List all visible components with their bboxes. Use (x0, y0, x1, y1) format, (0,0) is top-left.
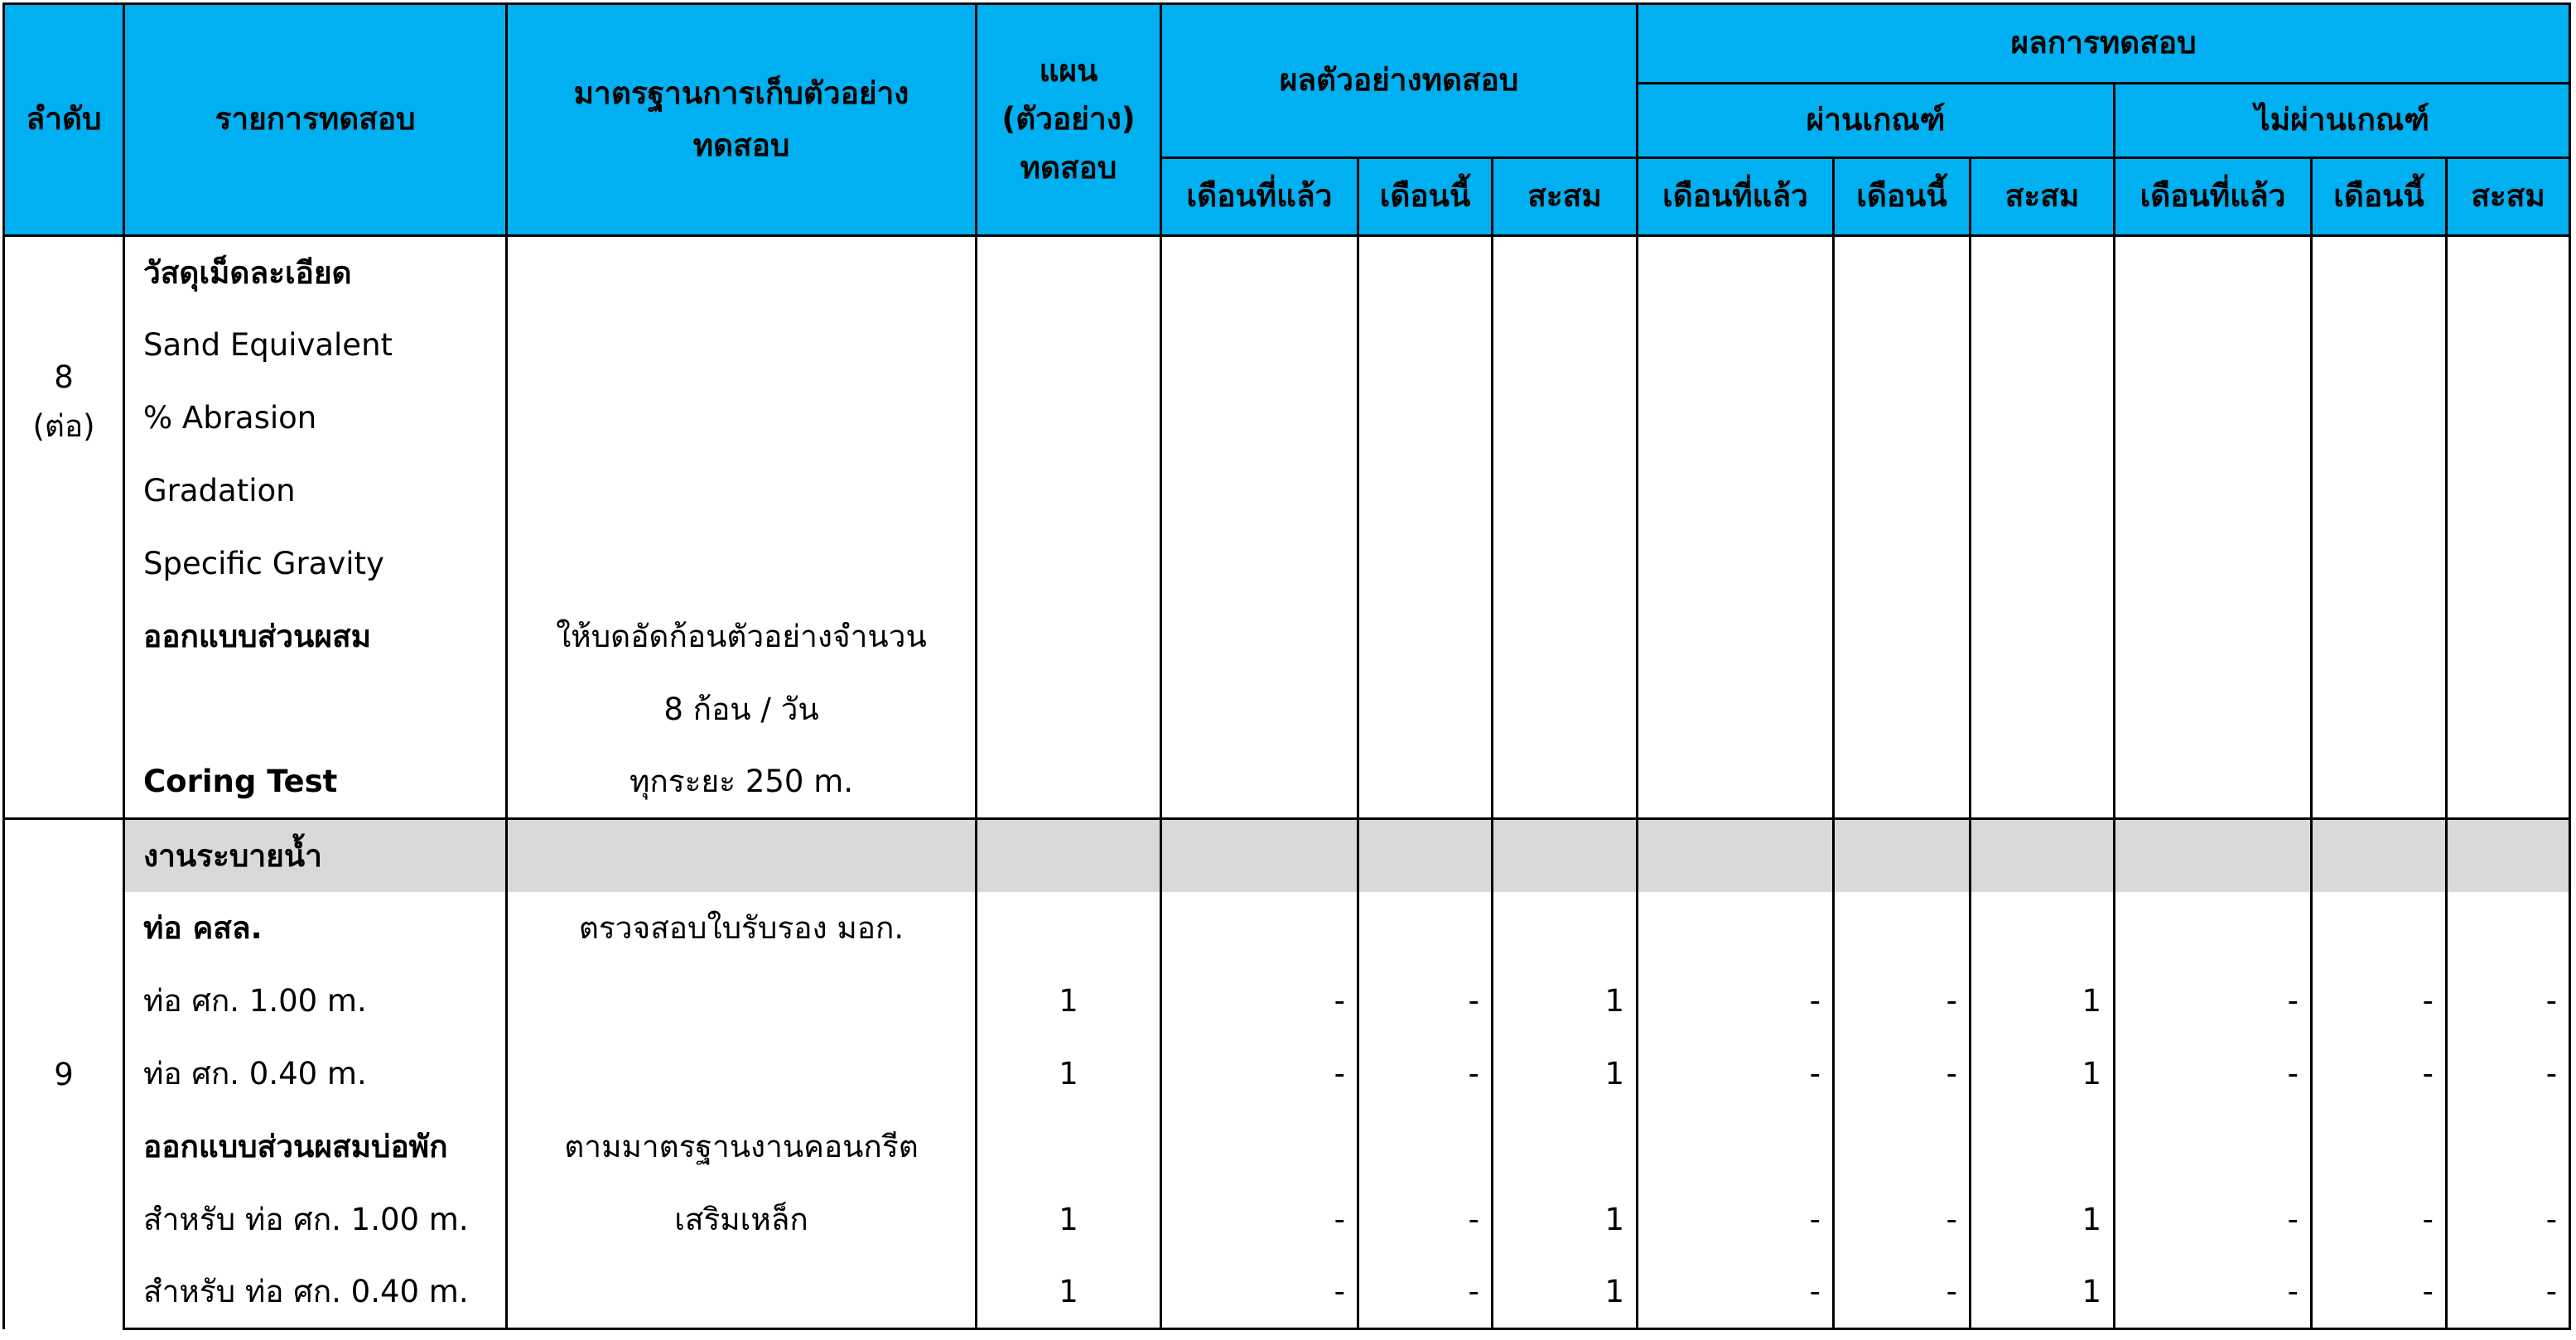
item-name: สำหรับ ท่อ ศก. 1.00 m. (124, 1183, 507, 1256)
header-sample-results: ผลตัวอย่างทดสอบ (1161, 4, 1638, 158)
item-name: ท่อ ศก. 0.40 m. (124, 1038, 507, 1111)
fail-cum-value (2447, 1111, 2570, 1183)
sample-prev-cell (1161, 236, 1358, 309)
table-row (4, 600, 2570, 673)
sample-cum-cell (1493, 455, 1638, 528)
row-number: 9 (4, 819, 124, 1329)
fail-cum-cell (2447, 528, 2570, 600)
pass-this-value: - (1834, 1256, 1971, 1329)
item-name: Coring Test (124, 746, 507, 819)
pass-prev-value: - (1638, 965, 1834, 1038)
pass-this-value: - (1834, 1038, 1971, 1111)
pass-cum-cell (1971, 746, 2115, 819)
pass-prev-value (1638, 819, 1834, 892)
standard-text (507, 1256, 977, 1329)
fail-prev-value (2115, 1111, 2312, 1183)
header-fail-cumulative: สะสม (2447, 158, 2570, 236)
sample-prev-value (1161, 892, 1358, 965)
fail-prev-cell (2115, 600, 2312, 673)
table-row (4, 382, 2570, 455)
item-name: Gradation (124, 455, 507, 528)
plan-value: 1 (977, 1183, 1161, 1256)
sample-this-cell (1358, 382, 1493, 455)
plan-cell (977, 382, 1161, 455)
item-name: ออกแบบส่วนผสมบ่อพัก (124, 1111, 507, 1183)
fail-prev-value (2115, 819, 2312, 892)
pass-this-cell (1834, 746, 1971, 819)
header-no: ลำดับ (4, 4, 124, 236)
fail-prev-cell (2115, 382, 2312, 455)
header-standard (507, 4, 977, 236)
sample-prev-cell (1161, 746, 1358, 819)
sample-prev-cell (1161, 528, 1358, 600)
plan-value (977, 819, 1161, 892)
item-name: ท่อ คสล. (124, 892, 507, 965)
fail-prev-cell (2115, 309, 2312, 382)
table-row (4, 455, 2570, 528)
sample-cum-cell (1493, 236, 1638, 309)
plan-cell (977, 600, 1161, 673)
pass-prev-cell (1638, 382, 1834, 455)
sample-this-cell (1358, 309, 1493, 382)
pass-cum-cell (1971, 309, 2115, 382)
fail-prev-value: - (2115, 965, 2312, 1038)
item-name: Specific Gravity (124, 528, 507, 600)
table-row (4, 528, 2570, 600)
table-row (4, 309, 2570, 382)
standard-text (507, 819, 977, 892)
sample-this-cell (1358, 528, 1493, 600)
standard-text (507, 236, 977, 309)
standard-text (507, 455, 977, 528)
sample-cum-cell (1493, 309, 1638, 382)
header-pass: ผ่านเกณฑ์ (1638, 84, 2115, 158)
standard-text (507, 1038, 977, 1111)
header-standard-line2: ทดสอบ (692, 127, 790, 163)
fail-prev-cell (2115, 455, 2312, 528)
pass-this-cell (1834, 673, 1971, 746)
header-fail-prev-month: เดือนที่แล้ว (2115, 158, 2312, 236)
sample-prev-cell (1161, 673, 1358, 746)
pass-cum-value: 1 (1971, 1038, 2115, 1111)
plan-value: 1 (977, 1038, 1161, 1111)
header-fail-this-month: เดือนนี้ (2312, 158, 2447, 236)
fail-cum-value: - (2447, 1038, 2570, 1111)
table-row (4, 819, 2570, 892)
fail-prev-value (2115, 892, 2312, 965)
fail-this-value: - (2312, 965, 2447, 1038)
pass-this-value (1834, 892, 1971, 965)
sample-prev-value (1161, 1111, 1358, 1183)
header-sample-this-month: เดือนนี้ (1358, 158, 1493, 236)
header-plan-line2: (ตัวอย่าง) (1001, 101, 1136, 137)
standard-text: ให้บดอัดก้อนตัวอย่างจำนวน (507, 600, 977, 673)
sample-cum-cell (1493, 382, 1638, 455)
table-row (4, 1038, 2570, 1111)
fail-cum-cell (2447, 309, 2570, 382)
fail-this-value (2312, 1111, 2447, 1183)
sample-this-cell (1358, 600, 1493, 673)
pass-prev-value (1638, 1111, 1834, 1183)
fail-this-value: - (2312, 1256, 2447, 1329)
header-pass-prev-month: เดือนที่แล้ว (1638, 158, 1834, 236)
table-row (4, 673, 2570, 746)
pass-this-cell (1834, 528, 1971, 600)
item-name: Sand Equivalent (124, 309, 507, 382)
standard-text: ทุกระยะ 250 m. (507, 746, 977, 819)
sample-cum-value: 1 (1493, 1183, 1638, 1256)
fail-prev-cell (2115, 673, 2312, 746)
sample-this-value (1358, 819, 1493, 892)
table-row (4, 1111, 2570, 1183)
sample-cum-cell (1493, 600, 1638, 673)
fail-cum-value: - (2447, 1256, 2570, 1329)
sample-this-value (1358, 1111, 1493, 1183)
fail-cum-cell (2447, 746, 2570, 819)
pass-cum-value: 1 (1971, 965, 2115, 1038)
sample-prev-value: - (1161, 965, 1358, 1038)
sample-prev-value (1161, 819, 1358, 892)
sample-this-cell (1358, 455, 1493, 528)
pass-prev-cell (1638, 673, 1834, 746)
row-number-cell (4, 236, 124, 819)
pass-prev-cell (1638, 600, 1834, 673)
header-test-results: ผลการทดสอบ (1638, 4, 2570, 84)
pass-prev-value: - (1638, 1256, 1834, 1329)
header-standard-line1: มาตรฐานการเก็บตัวอย่าง (573, 75, 909, 112)
pass-cum-cell (1971, 455, 2115, 528)
header-pass-cumulative: สะสม (1971, 158, 2115, 236)
item-name: ออกแบบส่วนผสม (124, 600, 507, 673)
sample-this-cell (1358, 236, 1493, 309)
fail-cum-value: - (2447, 1183, 2570, 1256)
fail-this-value: - (2312, 1038, 2447, 1111)
pass-cum-cell (1971, 382, 2115, 455)
fail-this-cell (2312, 455, 2447, 528)
item-name: งานระบายน้ำ (124, 819, 507, 892)
fail-cum-cell (2447, 600, 2570, 673)
header-item: รายการทดสอบ (124, 4, 507, 236)
row-number-note: (ต่อ) (32, 408, 95, 445)
pass-this-cell (1834, 309, 1971, 382)
sample-prev-value: - (1161, 1038, 1358, 1111)
sample-this-value (1358, 892, 1493, 965)
pass-cum-value (1971, 1111, 2115, 1183)
fail-cum-value (2447, 819, 2570, 892)
pass-prev-cell (1638, 309, 1834, 382)
pass-this-cell (1834, 600, 1971, 673)
header-pass-this-month: เดือนนี้ (1834, 158, 1971, 236)
sample-this-cell (1358, 746, 1493, 819)
sample-prev-cell (1161, 600, 1358, 673)
pass-this-cell (1834, 236, 1971, 309)
plan-cell (977, 455, 1161, 528)
header-sample-prev-month: เดือนที่แล้ว (1161, 158, 1358, 236)
plan-cell (977, 528, 1161, 600)
standard-text: 8 ก้อน / วัน (507, 673, 977, 746)
fail-this-cell (2312, 600, 2447, 673)
plan-value (977, 892, 1161, 965)
pass-cum-cell (1971, 528, 2115, 600)
item-name: วัสดุเม็ดละเอียด (124, 236, 507, 309)
fail-this-cell (2312, 528, 2447, 600)
sample-this-value: - (1358, 1038, 1493, 1111)
pass-cum-cell (1971, 600, 2115, 673)
sample-cum-value: 1 (1493, 1256, 1638, 1329)
sample-this-value: - (1358, 1183, 1493, 1256)
fail-this-cell (2312, 309, 2447, 382)
standard-text (507, 382, 977, 455)
plan-cell (977, 236, 1161, 309)
table-row (4, 892, 2570, 965)
pass-this-value: - (1834, 965, 1971, 1038)
item-name: % Abrasion (124, 382, 507, 455)
fail-cum-cell (2447, 236, 2570, 309)
fail-prev-value: - (2115, 1183, 2312, 1256)
fail-prev-cell (2115, 746, 2312, 819)
pass-prev-value (1638, 892, 1834, 965)
pass-cum-value: 1 (1971, 1256, 2115, 1329)
standard-text: ตามมาตรฐานงานคอนกรีต (507, 1111, 977, 1183)
plan-cell (977, 746, 1161, 819)
fail-prev-value: - (2115, 1256, 2312, 1329)
sample-cum-cell (1493, 528, 1638, 600)
pass-this-value (1834, 1111, 1971, 1183)
pass-prev-value: - (1638, 1183, 1834, 1256)
item-name: สำหรับ ท่อ ศก. 0.40 m. (124, 1256, 507, 1329)
pass-this-value (1834, 819, 1971, 892)
sample-this-value: - (1358, 1256, 1493, 1329)
pass-prev-cell (1638, 746, 1834, 819)
sample-cum-value (1493, 819, 1638, 892)
sample-cum-cell (1493, 673, 1638, 746)
pass-prev-cell (1638, 236, 1834, 309)
header-fail: ไม่ผ่านเกณฑ์ (2115, 84, 2570, 158)
fail-cum-cell (2447, 673, 2570, 746)
pass-prev-value: - (1638, 1038, 1834, 1111)
fail-this-cell (2312, 236, 2447, 309)
plan-value: 1 (977, 1256, 1161, 1329)
pass-prev-cell (1638, 528, 1834, 600)
fail-cum-cell (2447, 382, 2570, 455)
fail-this-cell (2312, 673, 2447, 746)
fail-prev-cell (2115, 236, 2312, 309)
plan-value (977, 1111, 1161, 1183)
table-row (4, 1256, 2570, 1329)
header-plan-line1: แผน (1039, 52, 1098, 89)
sample-cum-value (1493, 892, 1638, 965)
table-row (4, 746, 2570, 819)
plan-cell (977, 309, 1161, 382)
table-row (4, 965, 2570, 1038)
pass-this-cell (1834, 455, 1971, 528)
table-row (4, 236, 2570, 309)
sample-cum-value: 1 (1493, 1038, 1638, 1111)
fail-prev-cell (2115, 528, 2312, 600)
sample-cum-value: 1 (1493, 965, 1638, 1038)
fail-prev-value: - (2115, 1038, 2312, 1111)
standard-text (507, 309, 977, 382)
test-results-table (2, 2, 2571, 1330)
plan-cell (977, 673, 1161, 746)
sample-this-cell (1358, 673, 1493, 746)
pass-cum-value (1971, 819, 2115, 892)
plan-value: 1 (977, 965, 1161, 1038)
item-name: ท่อ ศก. 1.00 m. (124, 965, 507, 1038)
standard-text (507, 965, 977, 1038)
sample-prev-cell (1161, 309, 1358, 382)
sample-cum-cell (1493, 746, 1638, 819)
sample-prev-cell (1161, 455, 1358, 528)
fail-this-value (2312, 819, 2447, 892)
fail-this-cell (2312, 382, 2447, 455)
fail-this-value: - (2312, 1183, 2447, 1256)
pass-this-value: - (1834, 1183, 1971, 1256)
standard-text: เสริมเหล็ก (507, 1183, 977, 1256)
pass-cum-cell (1971, 673, 2115, 746)
fail-this-value (2312, 892, 2447, 965)
header-plan-line3: ทดสอบ (1020, 149, 1117, 186)
sample-prev-value: - (1161, 1256, 1358, 1329)
sample-prev-value: - (1161, 1183, 1358, 1256)
standard-text: ตรวจสอบใบรับรอง มอก. (507, 892, 977, 965)
sample-prev-cell (1161, 382, 1358, 455)
sample-cum-value (1493, 1111, 1638, 1183)
pass-prev-cell (1638, 455, 1834, 528)
fail-cum-value (2447, 892, 2570, 965)
pass-cum-cell (1971, 236, 2115, 309)
pass-this-cell (1834, 382, 1971, 455)
row-number: 8 (54, 359, 74, 395)
fail-cum-cell (2447, 455, 2570, 528)
fail-cum-value: - (2447, 965, 2570, 1038)
sample-this-value: - (1358, 965, 1493, 1038)
pass-cum-value: 1 (1971, 1183, 2115, 1256)
item-name (124, 673, 507, 746)
standard-text (507, 528, 977, 600)
table-row (4, 1183, 2570, 1256)
header-sample-cumulative: สะสม (1493, 158, 1638, 236)
pass-cum-value (1971, 892, 2115, 965)
fail-this-cell (2312, 746, 2447, 819)
header-plan (977, 4, 1161, 236)
